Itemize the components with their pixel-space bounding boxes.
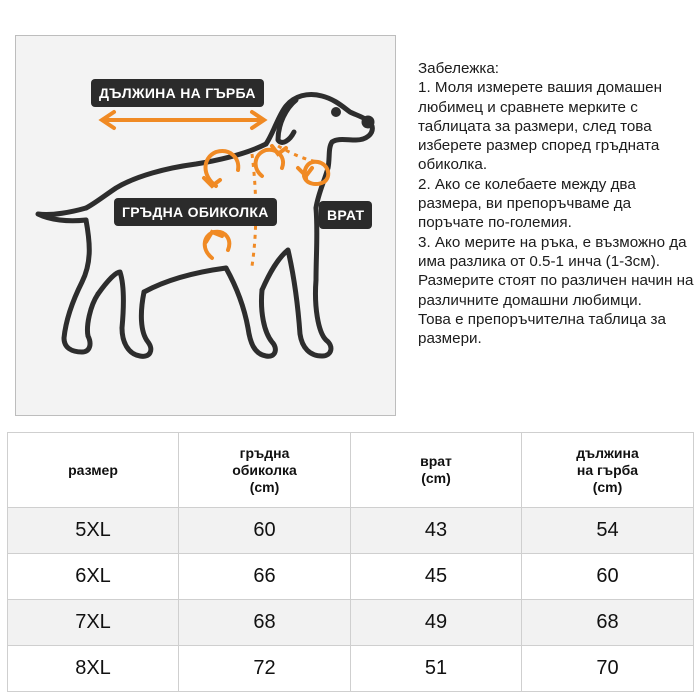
notes-title: Забележка: — [418, 60, 500, 77]
notes-line: 1. Моля измерете вашия домашен любимец и сравнете мерките с таблицата за размери, след това изберете размер според гръдната обиколка. — [418, 79, 662, 174]
size-cell: 6XL — [8, 554, 179, 600]
dog-measurement-illustration — [15, 35, 396, 416]
back-length-label: ДЪЛЖИНА НА ГЪРБА — [91, 79, 264, 107]
header-chest: гръдна обиколка (cm) — [179, 433, 351, 508]
chest-cell: 68 — [179, 600, 351, 646]
neck-cell: 43 — [351, 508, 522, 554]
table-header-row — [8, 433, 694, 508]
size-cell: 5XL — [8, 508, 179, 554]
notes-line: Това е препоръчителна таблица за размери. — [418, 310, 666, 348]
table-row — [8, 600, 694, 646]
table-row — [8, 508, 694, 554]
size-cell: 8XL — [8, 646, 179, 692]
neck-cell: 45 — [351, 554, 522, 600]
chest-label: ГРЪДНА ОБИКОЛКА — [114, 198, 277, 226]
back-length-cell: 68 — [522, 600, 694, 646]
back-length-cell: 54 — [522, 508, 694, 554]
notes-line: 2. Ако се колебаете между два размера, ви препоръчваме да поръчате по-големия. — [418, 175, 636, 232]
chest-cell: 72 — [179, 646, 351, 692]
header-back-length: дължина на гърба (cm) — [522, 433, 694, 508]
size-table — [7, 432, 694, 692]
chest-cell: 60 — [179, 508, 351, 554]
back-length-cell: 60 — [522, 554, 694, 600]
notes-line: Размерите стоят по различен начин на различните домашни любимци. — [418, 272, 694, 309]
neck-label: ВРАТ — [319, 201, 372, 229]
notes-line: 3. Ако мерите на ръка, е възможно да има разлика от 0.5-1 инча (1-3см). — [418, 233, 687, 270]
size-cell: 7XL — [8, 600, 179, 646]
table-row — [8, 646, 694, 692]
header-neck: врат (cm) — [351, 433, 522, 508]
chest-cell: 66 — [179, 554, 351, 600]
neck-cell: 49 — [351, 600, 522, 646]
header-size: размер — [8, 433, 179, 508]
neck-cell: 51 — [351, 646, 522, 692]
back-length-cell: 70 — [522, 646, 694, 692]
notes-panel — [418, 59, 698, 348]
table-row — [8, 554, 694, 600]
